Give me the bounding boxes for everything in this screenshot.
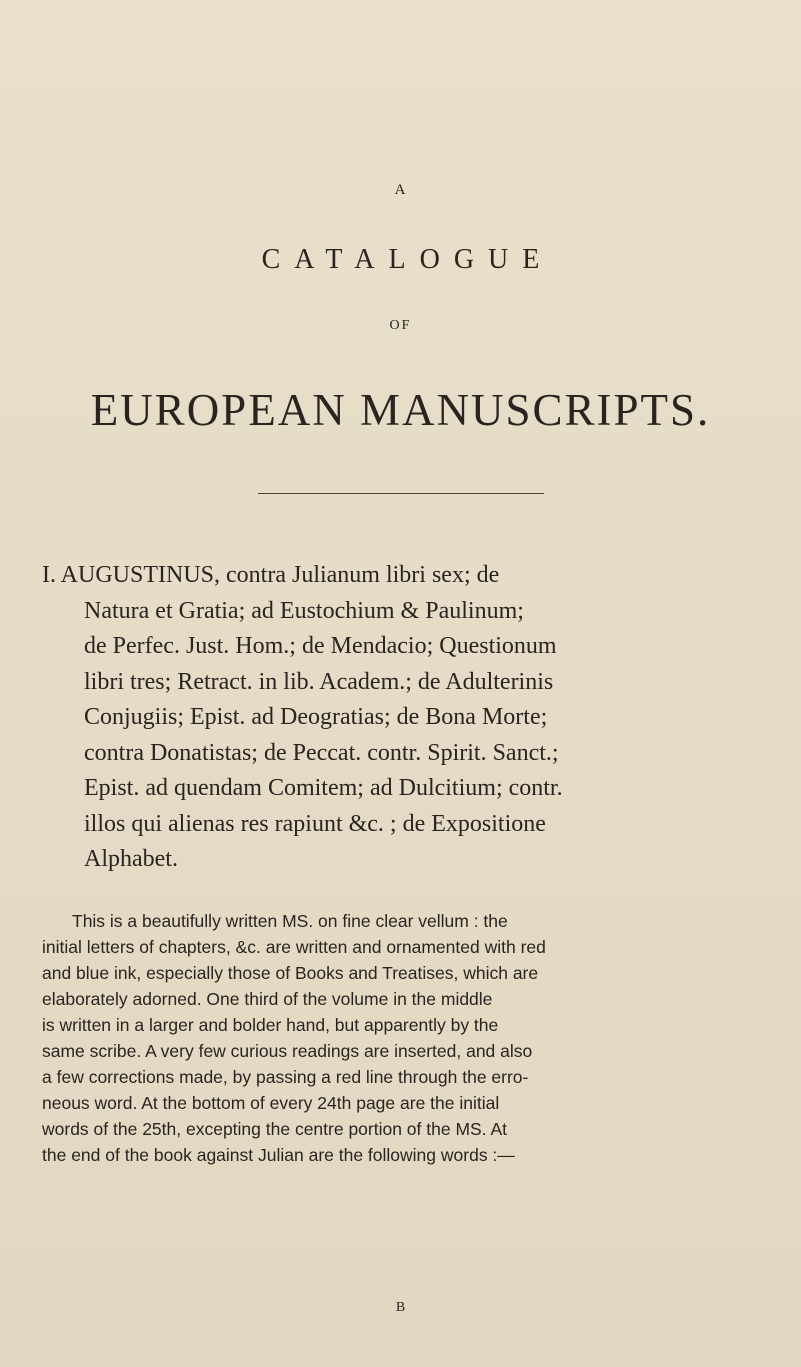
entry-line: illos qui alienas res rapiunt &c. ; de Expositione	[84, 810, 546, 837]
title-article: A	[394, 182, 407, 198]
entry-line: libri tres; Retract. in lib. Academ.; de Adulterinis	[84, 668, 554, 695]
description-line: initial letters of chapters, &c. are written and ornamented with red	[42, 937, 546, 957]
title-main: EUROPEAN MANUSCRIPTS.	[90, 385, 711, 435]
entry-line: I. AUGUSTINUS, contra Julianum libri sex; de	[42, 562, 500, 588]
entry-line: Alphabet.	[84, 846, 178, 872]
description-line: a few corrections made, by passing a red line through the erro-	[42, 1067, 529, 1087]
entry-line: Conjugiis; Epist. ad Deogratias; de Bona Morte;	[84, 704, 548, 730]
entry-line: Natura et Gratia; ad Eustochium & Paulinum;	[84, 597, 524, 624]
description-line: neous word. At the bottom of every 24th page are the initial	[42, 1093, 500, 1113]
description-line: words of the 25th, excepting the centre portion of the MS. At	[42, 1119, 507, 1139]
entry-description	[42, 908, 762, 1168]
description-line: the end of the book against Julian are the following words :—	[42, 1145, 515, 1165]
description-line: elaborately adorned. One third of the volume in the middle	[42, 989, 493, 1009]
title-catalogue: CATALOGUE	[261, 244, 554, 275]
description-line: is written in a larger and bolder hand, but apparently by the	[42, 1015, 499, 1035]
divider-rule	[258, 493, 544, 494]
signature-mark: B	[395, 1300, 406, 1315]
description-line: This is a beautifully written MS. on fine clear vellum : the	[72, 911, 508, 931]
entry-line: contra Donatistas; de Peccat. contr. Spirit. Sanct.;	[84, 739, 559, 766]
description-line: and blue ink, especially those of Books and Treatises, which are	[42, 963, 539, 983]
catalogue-entry	[42, 558, 762, 878]
entry-line: Epist. ad quendam Comitem; ad Dulcitium; contr.	[84, 775, 563, 801]
entry-line: de Perfec. Just. Hom.; de Mendacio; Questionum	[84, 633, 557, 659]
description-line: same scribe. A very few curious readings are inserted, and also	[42, 1041, 533, 1061]
title-of: OF	[389, 318, 412, 333]
